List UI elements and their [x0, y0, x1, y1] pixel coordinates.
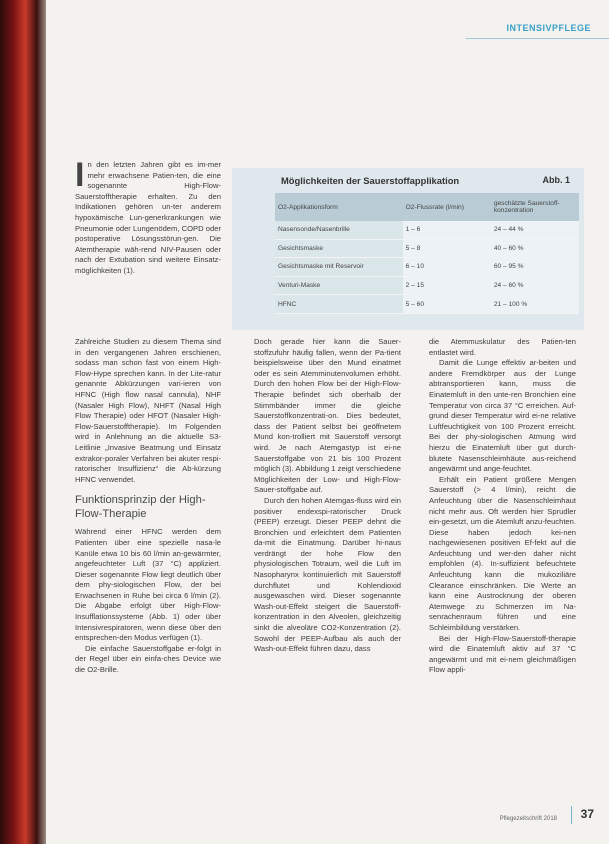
table-cell: 6 – 10 [403, 258, 491, 277]
header-rule [466, 38, 609, 39]
table-cell: Gesichtsmaske [275, 239, 403, 258]
section-header: INTENSIVPFLEGE [506, 23, 591, 33]
column2-paragraph-2: Durch den hohen Atemgas-fluss wird ein positiver endexspi-ratorischer Druck (PEEP) erzeugt. Dieser PEEP dehnt die Bronchien und erleichtert dem Patienten da-mit die Einatmung. Darüber hi-naus verdrängt der hohe Flow den physiologischen Totraum, weil die Luft im Nasopharynx kontinuierlich mit Sauerstoff durchflutet und Kohlendioxid ausgewaschen wird. Dieser sogenannte Wash-out-Effekt steigert die Sauerstoff-konzentration in den Alveolen, gleichzeitig sinkt die alveoläre CO2-Konzentration (2). Sowohl der PEEP-Aufbau als auch der Wash-out-Effekt führen dazu, dass [254, 495, 401, 654]
drop-cap: I [75, 156, 85, 194]
table-cell: Venturi-Maske [275, 276, 403, 295]
column-1 [75, 337, 221, 676]
figure-label: Abb. 1 [542, 175, 570, 185]
table-cell: Nasensonde/Nasenbrille [275, 221, 403, 239]
table-cell: 21 – 100 % [491, 295, 579, 314]
binding-spine [0, 0, 46, 844]
column-2 [254, 337, 401, 655]
table-cell: 24 – 60 % [491, 276, 579, 295]
section-paragraph-2: Die einfache Sauerstoffgabe er-folgt in der Regel über ein einfa-ches Device wie die O2-Brille. [75, 643, 221, 675]
intro-column [75, 156, 221, 277]
table-title: Möglichkeiten der Sauerstoffapplikation [281, 175, 460, 186]
column3-paragraph-2: Damit die Lunge effektiv ar-beiten und andere Fremdkörper aus der Lunge abtransportieren kann, muss die Einatemluft in den unte-ren Bronchien eine Temperatur von circa 37 °C erreichen. Auf-grund dieser Temperatur wird ei-ne relative Luftfeuchtigkeit von 100 Prozent erreicht. Bei der phy-siologischen Atmung wird hierzu die Einatemluft über gut durch-blutete Nasenschleimhäute aus-reichend angewärmt und ange-feuchtet. [429, 358, 576, 474]
table-header-row [275, 193, 579, 221]
table-cell: HFNC [275, 295, 403, 314]
journal-footer: Pflegezeitschrift 2018 [499, 816, 557, 822]
table-header-cell: O2-Flussrate (l/min) [403, 193, 491, 221]
magazine-page [46, 0, 609, 844]
section-heading: Funktionsprinzip der High-Flow-Therapie [75, 494, 206, 521]
footer-divider [571, 806, 572, 824]
table-cell: Gesichtsmaske mit Reservoir [275, 258, 403, 277]
table-header-cell: O2-Applikationsform [275, 193, 403, 221]
oxygen-table [275, 193, 579, 314]
table-row [275, 295, 579, 314]
table-cell: 1 – 6 [403, 221, 491, 239]
intro-paragraph-1 [75, 156, 221, 277]
column3-paragraph-1: die Atemmuskulatur des Patien-ten entlastet wird. [429, 337, 576, 357]
table-row [275, 221, 579, 239]
table-row [275, 258, 579, 277]
table-cell: 60 – 95 % [491, 258, 579, 277]
section-paragraph-1: Während einer HFNC werden dem Patienten über eine spezielle nasa-le Kanüle etwa 10 bis 60 l/min an-gewärmter, angefeuchteter Luft (37 °C) appliziert. Dieser sogenannte Flow liegt deutlich über dem phy-siologischen Flow, der bei Erwachsenen in Ruhe bei circa 6 l/min (2). Die Abgabe erfolgt über High-Flow-Insufflationssysteme (Abb. 1) oder über Intensivrespiratoren, wenn diese über den entsprechen-den Modus verfügen (1). [75, 527, 221, 643]
table-header-cell: geschätzte Sauerstoff-konzentration [491, 193, 579, 221]
column3-paragraph-3: Erhält ein Patient größere Mengen Sauerstoff (> 4 l/min), reicht die Anfeuchtung über die Nasenschleimhaut nicht mehr aus. Oft werden hier Sprudler ein-gesetzt, um die Atemluft anzu-feuchten. Diese haben jedoch kei-nen nachgewiesenen positiven Ef-fekt auf die Anfeuchtung und wer-den daher nicht empfohlen (4). In-suffizient befeuchtete Anfeuchtung kann die mukoziliäre Clearance einschränken. Die Werte an kann eine Austrocknung der oberen Atemwege zu Schmerzen im Na-senrachenraum führen und eine Schleimbildung verstärken. [429, 474, 576, 633]
column-3 [429, 337, 576, 676]
column2-paragraph-1: Doch gerade hier kann die Sauer-stoffzufuhr häufig fallen, wenn der Pa-tient beispielsweise über den Mund einatmet oder es sein Atemminutenvolumen erhöht. Durch den hohen Flow bei der High-Flow-Therapie befindet sich oberhalb der Stimmbänder immer die gleiche Sauerstoffkonzentrati-on. Dies bedeutet, dass der Patient selbst bei geöffnetem Mund kon-trolliert mit Sauerstoff versorgt wird. Je nach Atemgastyp ist ei-ne Sauerstoffgabe von 21 bis 100 Prozent möglich (3). Abbildung 1 zeigt verschiedene Möglichkeiten der Low- und High-Flow-Sauer-stoffgabe auf. [254, 337, 401, 495]
table-cell: 40 – 60 % [491, 239, 579, 258]
page-number: 37 [580, 807, 594, 821]
intro-paragraph-2: Zahlreiche Studien zu diesem Thema sind in den vergangenen Jahren erschienen, sodass man schon fast von einem High-Flow-Hype sprechen kann. In der Lite-ratur genannte Abkürzungen vari-ieren von HFNC (High flow nasal cannula), NHF (Nasaler High Flow), NHFT (Nasal High Flow Therapie) oder HFOT (Nasaler High-Flow-Sauerstofftherapie). Im Folgenden wird in Anlehnung an die aktuelle S3-Leitlinie „Invasive Beatmung und Einsatz extrakor-poraler Verfahren bei akuter respi-ratorischer Insuffizienz“ die Ab-kürzung HFNC verwendet. [75, 337, 221, 484]
table-cell: 5 – 8 [403, 239, 491, 258]
table-cell: 5 – 60 [403, 295, 491, 314]
table-row [275, 276, 579, 295]
intro-text-1: n den letzten Jahren gibt es im-mer mehr erwachsene Patien-ten, die eine sogenannte High-Flow-Sauerstofftherapie erhalten. Zu den Indikationen gehören un-ter anderem hypoxämische Lun-generkrankungen wie Pneumonie oder Lungenödem, COPD oder postoperative Lösungsstörun-gen. Die Atemtherapie wäh-rend NIV-Pausen oder nach der Extubation sind weitere Einsatz-möglichkeiten (1). [75, 160, 221, 275]
table-row [275, 239, 579, 258]
table-cell: 2 – 15 [403, 276, 491, 295]
oxygen-table-figure [232, 168, 584, 330]
table-cell: 24 – 44 % [491, 221, 579, 239]
column3-paragraph-4: Bei der High-Flow-Sauerstoff-therapie wird die Einatemluft aktiv auf 37 °C angewärmt und mit ei-nem gleichmäßigen Flow appli- [429, 633, 576, 675]
